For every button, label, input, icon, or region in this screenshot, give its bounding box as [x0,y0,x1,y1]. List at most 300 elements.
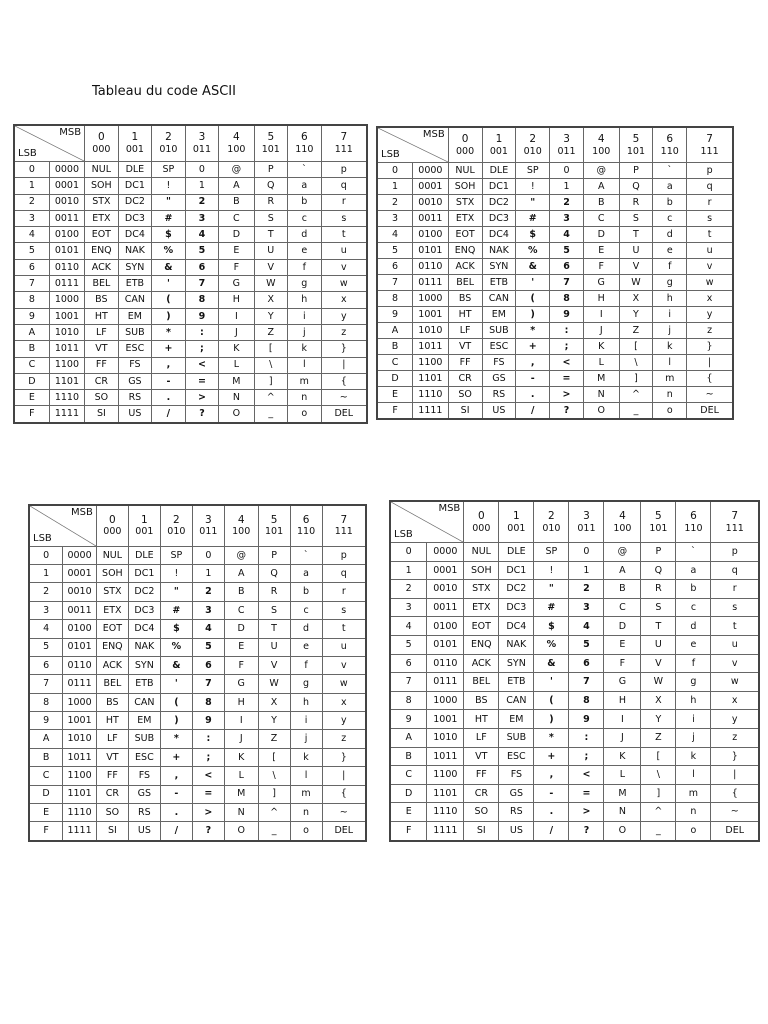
ascii-char-cell: BS [96,693,128,711]
ascii-char-cell: * [516,322,550,338]
msb-binary: 110 [660,145,679,157]
lsb-binary: 1110 [49,390,84,406]
lsb-binary: 0111 [49,276,84,292]
ascii-char-cell: q [322,565,366,583]
msb-binary: 101 [626,145,645,157]
ascii-char-cell: SP [516,163,550,179]
ascii-char-cell: F [224,656,258,674]
ascii-char-cell: _ [641,822,676,841]
ascii-char-cell: VT [448,338,482,354]
lsb-hex: 3 [390,598,427,617]
lsb-hex: C [29,767,63,785]
msb-hex: 0 [109,513,116,526]
lsb-hex: F [29,822,63,841]
ascii-char-cell: 0 [569,543,604,562]
lsb-hex: 8 [377,290,413,306]
ascii-char-cell: , [534,766,569,785]
ascii-char-cell: 2 [569,580,604,599]
msb-column-header [219,125,254,161]
ascii-char-cell: A [583,179,619,195]
ascii-char-cell: F [219,259,254,275]
ascii-char-cell: Y [258,712,290,730]
ascii-char-cell: . [152,390,186,406]
ascii-char-cell: SO [85,390,119,406]
msb-binary: 111 [334,526,353,538]
ascii-char-cell: K [219,341,254,357]
ascii-char-cell: SUB [482,322,516,338]
ascii-char-cell: n [676,803,711,822]
lsb-binary: 0100 [427,617,464,636]
lsb-binary: 1000 [63,693,97,711]
lsb-hex: F [14,406,49,423]
ascii-char-cell: q [711,561,759,580]
msb-hex: 2 [529,133,537,146]
ascii-char-cell: ! [516,179,550,195]
table-row [390,561,759,580]
ascii-char-cell: | [687,354,733,370]
ascii-char-cell: t [687,227,733,243]
ascii-char-cell: @ [583,163,619,179]
msb-binary: 110 [295,143,314,155]
msb-column-header [96,505,128,546]
lsb-binary: 0000 [427,543,464,562]
ascii-char-cell: G [219,276,254,292]
ascii-char-cell: x [321,292,367,308]
ascii-char-cell: a [290,565,322,583]
table-row [14,390,367,406]
lsb-hex: 4 [29,620,63,638]
ascii-char-cell: z [687,322,733,338]
ascii-char-cell: b [653,195,687,211]
ascii-char-cell: ETB [128,675,160,693]
ascii-char-cell: 3 [192,601,224,619]
ascii-char-cell: , [152,357,186,373]
ascii-char-cell: BEL [464,673,499,692]
ascii-char-cell: E [224,638,258,656]
ascii-char-cell: o [676,822,711,841]
ascii-char-cell: ETX [448,211,482,227]
table-row [390,710,759,729]
ascii-char-cell: < [550,354,584,370]
ascii-char-cell: 5 [192,638,224,656]
msb-column-header [321,125,367,161]
ascii-char-cell: ; [185,341,219,357]
lsb-hex: 2 [14,194,49,210]
ascii-char-cell: 9 [192,712,224,730]
ascii-char-cell: RS [128,803,160,821]
ascii-char-cell: ^ [619,386,653,402]
ascii-char-cell: Q [641,561,676,580]
ascii-table-top-left [13,124,368,424]
msb-binary: 010 [523,145,542,157]
ascii-char-cell: G [583,275,619,291]
msb-hex: 1 [131,131,139,144]
table-row [377,354,733,370]
ascii-char-cell: t [321,227,367,243]
lsb-binary: 0010 [413,195,449,211]
msb-column-header [619,127,653,163]
ascii-char-cell: SUB [118,324,152,340]
ascii-char-cell: A [604,561,641,580]
ascii-char-cell: T [641,617,676,636]
msb-binary: 001 [125,143,144,155]
ascii-char-cell: ` [288,161,322,177]
table-row [390,747,759,766]
ascii-char-cell: S [258,601,290,619]
ascii-char-cell: ETB [118,276,152,292]
ascii-char-cell: * [160,730,192,748]
ascii-char-cell: U [258,638,290,656]
ascii-char-cell: ( [534,691,569,710]
lsb-hex: A [14,324,49,340]
ascii-char-cell: VT [85,341,119,357]
ascii-char-cell: p [711,543,759,562]
ascii-char-cell: 3 [185,210,219,226]
ascii-char-cell: k [288,341,322,357]
ascii-char-cell: u [711,636,759,655]
ascii-char-cell: N [219,390,254,406]
msb-hex: 6 [300,131,308,144]
table-row [14,292,367,308]
msb-label: MSB [438,503,461,514]
lsb-binary: 1100 [413,354,449,370]
lsb-hex: 9 [377,306,413,322]
lsb-hex: A [29,730,63,748]
ascii-char-cell: ` [676,543,711,562]
msb-binary: 100 [232,526,251,538]
ascii-char-cell: EOT [85,227,119,243]
lsb-hex: E [390,803,427,822]
ascii-char-cell: W [641,673,676,692]
ascii-char-cell: ETX [96,601,128,619]
ascii-char-cell: 8 [569,691,604,710]
ascii-char-cell: F [604,654,641,673]
lsb-binary: 0011 [427,598,464,617]
table-row [390,691,759,710]
ascii-char-cell: P [258,546,290,564]
table-row [14,373,367,389]
ascii-char-cell: R [254,194,288,210]
ascii-char-cell: l [676,766,711,785]
ascii-char-cell: I [604,710,641,729]
table-row [377,338,733,354]
ascii-char-cell: T [619,227,653,243]
ascii-char-cell: i [653,306,687,322]
lsb-binary: 0011 [49,210,84,226]
ascii-char-cell: / [160,822,192,841]
ascii-char-cell: 7 [550,275,584,291]
ascii-char-cell: [ [641,747,676,766]
lsb-hex: 9 [390,710,427,729]
ascii-char-cell: DLE [128,546,160,564]
ascii-char-cell: 4 [185,227,219,243]
ascii-char-cell: ( [160,693,192,711]
lsb-binary: 1011 [63,748,97,766]
msb-binary: 100 [613,522,632,534]
ascii-char-cell: : [185,324,219,340]
lsb-hex: 5 [29,638,63,656]
msb-hex: 2 [548,510,555,523]
ascii-char-cell: H [583,290,619,306]
ascii-char-cell: 9 [550,306,584,322]
ascii-char-cell: I [583,306,619,322]
msb-hex: 6 [690,510,697,523]
msb-binary: 011 [577,522,596,534]
ascii-char-cell: * [534,729,569,748]
ascii-char-cell: DC3 [499,598,534,617]
table-row [377,243,733,259]
msb-hex: 0 [461,133,469,146]
ascii-char-cell: ; [550,338,584,354]
table-row [29,767,366,785]
ascii-char-cell: p [322,546,366,564]
ascii-char-cell: V [641,654,676,673]
corner-cell [14,125,85,161]
ascii-char-cell: LF [85,324,119,340]
ascii-char-cell: DC2 [499,580,534,599]
ascii-char-cell: US [118,406,152,423]
lsb-hex: F [390,822,427,841]
ascii-char-cell: } [711,747,759,766]
ascii-char-cell: 6 [185,259,219,275]
table-row [29,546,366,564]
ascii-char-cell: SOH [96,565,128,583]
ascii-char-cell: % [516,243,550,259]
msb-binary: 100 [227,143,246,155]
ascii-char-cell: EOT [448,227,482,243]
msb-binary: 111 [700,145,719,157]
msb-column-header [288,125,322,161]
ascii-char-cell: [ [619,338,653,354]
table-row [14,406,367,423]
lsb-hex: B [14,341,49,357]
ascii-char-cell: P [254,161,288,177]
msb-hex: 7 [731,510,739,523]
ascii-char-cell: ? [569,822,604,841]
msb-column-header [499,501,534,543]
ascii-char-cell: / [534,822,569,841]
ascii-char-cell: SO [448,386,482,402]
ascii-char-cell: 6 [192,656,224,674]
ascii-char-cell: DEL [711,822,759,841]
lsb-hex: 0 [29,546,63,564]
ascii-char-cell: > [192,803,224,821]
ascii-char-cell: EOT [96,620,128,638]
ascii-char-cell: d [676,617,711,636]
lsb-binary: 0100 [63,620,97,638]
msb-hex: 2 [173,513,180,526]
msb-column-header [85,125,119,161]
ascii-char-cell: FF [464,766,499,785]
lsb-binary: 1000 [49,292,84,308]
ascii-char-cell: EM [482,306,516,322]
ascii-char-cell: FS [499,766,534,785]
lsb-hex: 6 [14,259,49,275]
ascii-char-cell: & [160,656,192,674]
ascii-char-cell: 0 [192,546,224,564]
table-row [390,580,759,599]
ascii-char-cell: k [653,338,687,354]
lsb-binary: 0101 [63,638,97,656]
table-row [29,803,366,821]
lsb-binary: 1000 [427,691,464,710]
ascii-char-cell: ENQ [96,638,128,656]
ascii-char-cell: = [192,785,224,803]
msb-binary: 010 [542,522,561,534]
ascii-char-cell: g [288,276,322,292]
ascii-char-cell: ` [653,163,687,179]
ascii-char-cell: ' [534,673,569,692]
ascii-char-cell: CAN [128,693,160,711]
lsb-binary: 1101 [63,785,97,803]
lsb-hex: B [390,747,427,766]
ascii-char-cell: $ [534,617,569,636]
ascii-char-cell: US [482,402,516,419]
ascii-char-cell: EOT [464,617,499,636]
ascii-char-cell: LF [96,730,128,748]
table-row [377,259,733,275]
ascii-char-cell: FF [448,354,482,370]
ascii-char-cell: T [258,620,290,638]
ascii-char-cell: ] [258,785,290,803]
lsb-hex: C [390,766,427,785]
ascii-char-cell: 2 [185,194,219,210]
msb-column-header [118,125,152,161]
ascii-char-cell: R [258,583,290,601]
ascii-char-cell: e [653,243,687,259]
header-row [390,501,759,543]
lsb-binary: 0110 [413,259,449,275]
ascii-char-cell: W [619,275,653,291]
header-row [377,127,733,163]
ascii-char-cell: j [653,322,687,338]
ascii-char-cell: STX [448,195,482,211]
msb-column-header [128,505,160,546]
msb-column-header [482,127,516,163]
lsb-hex: 0 [390,543,427,562]
msb-hex: 7 [340,513,348,526]
lsb-hex: 9 [29,712,63,730]
ascii-char-cell: EM [128,712,160,730]
ascii-table-bottom-right [389,500,760,842]
ascii-char-cell: M [224,785,258,803]
msb-hex: 0 [98,131,105,144]
lsb-hex: 4 [14,227,49,243]
msb-binary: 011 [557,145,576,157]
ascii-char-cell: BEL [96,675,128,693]
msb-binary: 000 [472,522,491,534]
lsb-hex: B [29,748,63,766]
ascii-char-cell: j [290,730,322,748]
msb-column-header [290,505,322,546]
ascii-char-cell: K [583,338,619,354]
ascii-char-cell: x [711,691,759,710]
ascii-char-cell: C [219,210,254,226]
ascii-char-cell: Z [619,322,653,338]
lsb-hex: B [377,338,413,354]
lsb-hex: 8 [390,691,427,710]
msb-column-header [676,501,711,543]
ascii-char-cell: SOH [85,178,119,194]
ascii-char-cell: j [676,729,711,748]
msb-binary: 110 [296,526,316,538]
ascii-char-cell: ; [569,747,604,766]
ascii-char-cell: DC1 [499,561,534,580]
ascii-char-cell: US [499,822,534,841]
document-title: Tableau du code ASCII [92,84,236,99]
ascii-char-cell: - [152,373,186,389]
corner-cell [29,505,96,546]
ascii-char-cell: VT [96,748,128,766]
ascii-char-cell: ' [160,675,192,693]
ascii-char-cell: g [653,275,687,291]
ascii-char-cell: " [152,194,186,210]
ascii-char-cell: ] [641,784,676,803]
msb-binary: 101 [261,143,280,155]
ascii-char-cell: 0 [185,161,219,177]
ascii-char-cell: x [322,693,366,711]
ascii-char-cell: K [604,747,641,766]
ascii-char-cell: i [288,308,322,324]
ascii-char-cell: M [219,373,254,389]
lsb-hex: 7 [377,275,413,291]
table-row [14,194,367,210]
ascii-char-cell: m [288,373,322,389]
ascii-char-cell: j [288,324,322,340]
ascii-char-cell: 5 [185,243,219,259]
ascii-char-cell: f [653,259,687,275]
lsb-hex: 2 [377,195,413,211]
table-row [390,598,759,617]
ascii-char-cell: 9 [185,308,219,324]
ascii-char-cell: _ [254,406,288,423]
ascii-char-cell: 2 [192,583,224,601]
ascii-char-cell: J [583,322,619,338]
msb-column-header [641,501,676,543]
ascii-char-cell: ` [290,546,322,564]
ascii-char-cell: r [687,195,733,211]
table-row [377,227,733,243]
ascii-char-cell: DC1 [118,178,152,194]
ascii-char-cell: R [641,580,676,599]
ascii-char-cell: x [687,290,733,306]
ascii-char-cell: $ [516,227,550,243]
lsb-binary: 0010 [427,580,464,599]
lsb-hex: D [390,784,427,803]
table-row [14,227,367,243]
lsb-label: LSB [381,149,400,161]
ascii-char-cell: t [711,617,759,636]
msb-hex: 4 [619,510,626,523]
lsb-binary: 0111 [413,275,449,291]
ascii-char-cell: s [321,210,367,226]
ascii-char-cell: w [711,673,759,692]
lsb-binary: 1100 [49,357,84,373]
msb-binary: 011 [192,143,212,155]
msb-binary: 101 [649,522,668,534]
ascii-char-cell: STX [96,583,128,601]
ascii-char-cell: m [290,785,322,803]
ascii-char-cell: > [550,386,584,402]
table-row [377,322,733,338]
table-row [377,179,733,195]
ascii-char-cell: _ [258,822,290,841]
ascii-char-cell: w [322,675,366,693]
ascii-char-cell: g [676,673,711,692]
ascii-char-cell: X [254,292,288,308]
ascii-char-cell: E [583,243,619,259]
ascii-char-cell: e [288,243,322,259]
